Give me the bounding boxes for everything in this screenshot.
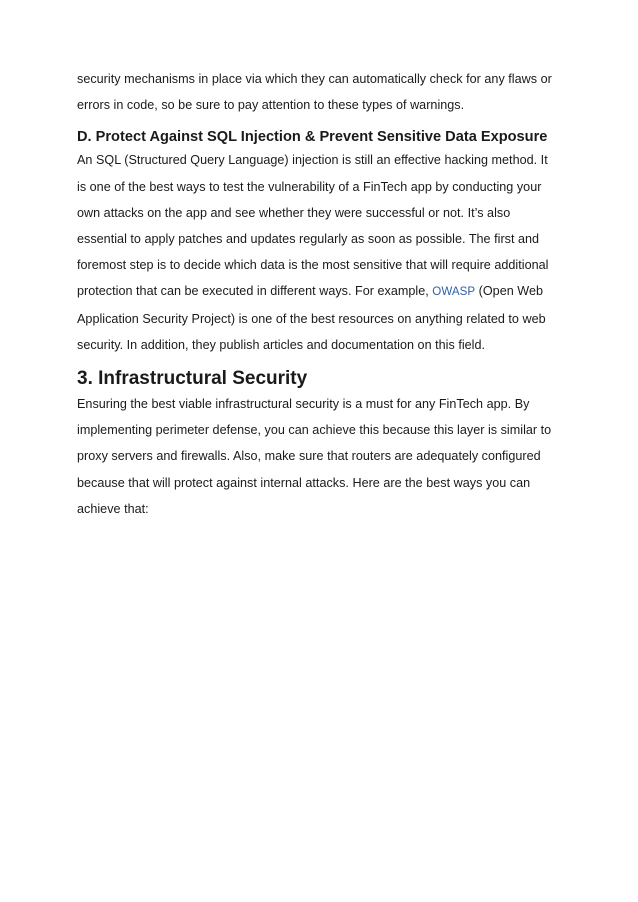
text-line: Application Security Project) is one of the best resources on anything related to web <box>77 311 546 326</box>
text-segment: protection that can be executed in different ways. For example, <box>77 284 433 299</box>
text-line: achieve that: <box>77 501 149 516</box>
document-page <box>77 66 567 522</box>
text-line: security mechanisms in place via which they can automatically check for any flaws or <box>77 72 552 86</box>
text-segment: (Open Web <box>475 284 543 299</box>
text-line: An SQL (Structured Query Language) injection is still an effective hacking method. It <box>77 153 548 168</box>
text-line: foremost step is to decide which data is the most sensitive that will require additional <box>77 258 549 273</box>
text-line-with-link <box>77 278 567 305</box>
owasp-link[interactable]: OWASP <box>432 285 476 299</box>
text-line: because that will protect against internal attacks. Here are the best ways you can <box>77 475 531 490</box>
intro-paragraph <box>77 66 567 118</box>
section-d-heading: D. Protect Against SQL Injection & Prevent Sensitive Data Exposure <box>77 129 548 146</box>
text-line: proxy servers and firewalls. Also, make sure that routers are adequately configured <box>77 449 541 464</box>
text-line: errors in code, so be sure to pay attention to these types of warnings. <box>77 98 465 113</box>
text-line: essential to apply patches and updates regularly as soon as possible. The first and <box>77 232 540 247</box>
section-d-paragraph <box>77 147 567 358</box>
text-line: implementing perimeter defense, you can achieve this because this layer is similar to <box>77 423 552 438</box>
text-line: is one of the best ways to test the vulnerability of a FinTech app by conducting your <box>77 179 542 194</box>
section-3-heading: 3. Infrastructural Security <box>77 368 308 390</box>
section-3-paragraph <box>77 391 567 522</box>
text-line: own attacks on the app and see whether they were successful or not. It’s also <box>77 205 511 220</box>
text-line: Ensuring the best viable infrastructural security is a must for any FinTech app. By <box>77 397 530 412</box>
text-line: security. In addition, they publish articles and documentation on this field. <box>77 337 486 352</box>
